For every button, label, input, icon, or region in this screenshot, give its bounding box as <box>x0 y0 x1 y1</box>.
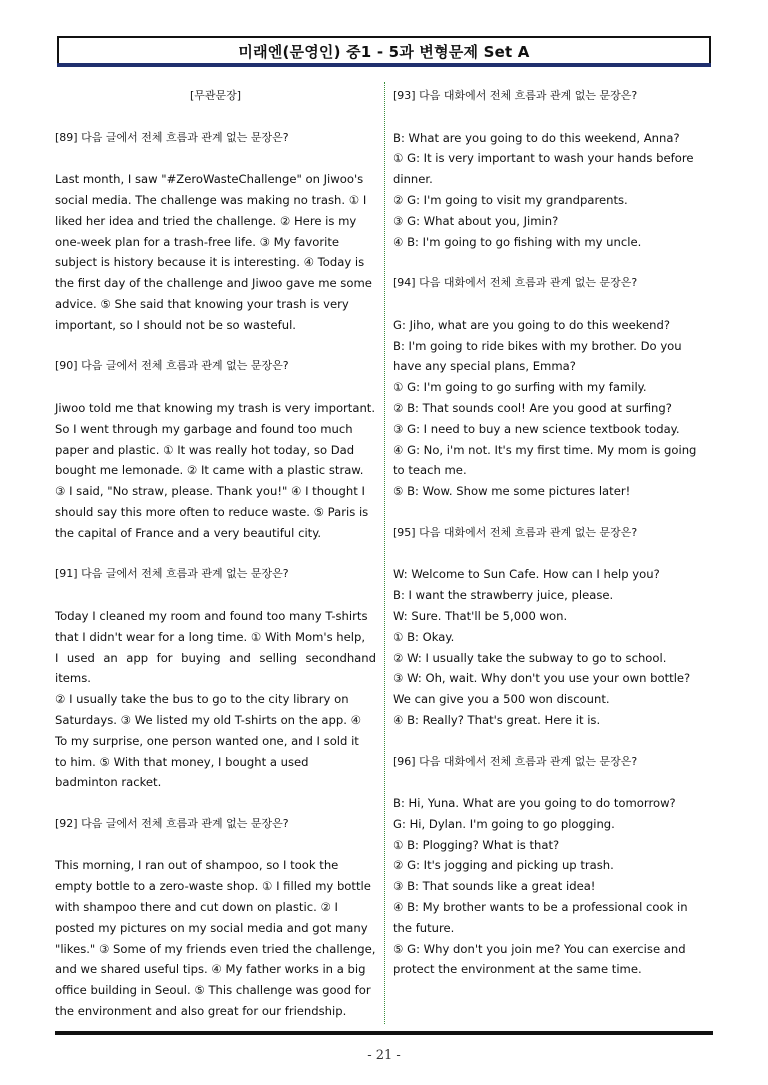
question-94-dialogue <box>393 315 714 502</box>
dialogue-line: ① G: I'm going to go surfing with my family. <box>393 380 647 395</box>
dialogue-line: W: Sure. That'll be 5,000 won. <box>393 608 568 623</box>
dialogue-line: B: What are you going to do this weekend, Anna? <box>393 130 680 145</box>
question-89-passage <box>55 169 376 335</box>
question-90-prompt: [90] 다음 글에서 전체 흐름과 관계 없는 문장은? <box>55 359 289 373</box>
passage-line: ② I usually take the bus to go to the city library on <box>55 692 349 707</box>
dialogue-line: the future. <box>393 920 455 935</box>
passage-line: liked her idea and tried the challenge. ② Here is my <box>55 213 357 228</box>
dialogue-line: ③ G: I need to buy a new science textbook today. <box>393 421 680 436</box>
passage-line: posted my pictures on my social media and got many <box>55 920 368 935</box>
dialogue-line: ④ G: No, i'm not. It's my first time. My mom is going <box>393 442 697 457</box>
passage-line: Last month, I saw "#ZeroWasteChallenge" on Jiwoo's <box>55 172 364 187</box>
dialogue-line: ① B: Plogging? What is that? <box>393 837 560 852</box>
passage-line: the capital of France and a very beautiful city. <box>55 525 322 540</box>
passage-line: paper and plastic. ① It was really hot today, so Dad <box>55 442 355 457</box>
dialogue-line: W: Welcome to Sun Cafe. How can I help you? <box>393 567 660 582</box>
left-column <box>55 86 376 1022</box>
dialogue-line: ⑤ B: Wow. Show me some pictures later! <box>393 484 631 499</box>
section-label: [무관문장] <box>189 89 242 102</box>
dialogue-line: ④ B: My brother wants to be a professional cook in <box>393 900 688 915</box>
passage-line: advice. ⑤ She said that knowing your trash is very <box>55 296 349 311</box>
page-title <box>57 36 711 64</box>
right-column <box>393 86 714 980</box>
page-number: - 21 - <box>367 1048 401 1063</box>
passage-line: important, so I should not be so wasteful. <box>55 317 296 332</box>
dialogue-line: ② G: I'm going to visit my grandparents. <box>393 192 628 207</box>
question-89-prompt: [89] 다음 글에서 전체 흐름과 관계 없는 문장은? <box>55 130 289 144</box>
question-91-prompt: [91] 다음 글에서 전체 흐름과 관계 없는 문장은? <box>55 567 289 581</box>
question-93-prompt: [93] 다음 대화에서 전체 흐름과 관계 없는 문장은? <box>393 89 638 102</box>
question-91-passage <box>55 606 376 793</box>
passage-line: the environment and also great for our friendship. <box>55 1004 347 1019</box>
passage-line: with shampoo there and cut down on plastic. ② I <box>55 900 338 915</box>
question-94-prompt: [94] 다음 대화에서 전체 흐름과 관계 없는 문장은? <box>393 276 638 290</box>
passage-line: one-week plan for a trash-free life. ③ My favorite <box>55 234 340 249</box>
passage-line: that I didn't wear for a long time. ① With Mom's help, <box>55 629 366 644</box>
dialogue-line: ② B: That sounds cool! Are you good at surfing? <box>393 400 672 415</box>
dialogue-line: ③ G: What about you, Jimin? <box>393 213 559 228</box>
passage-line: the first day of the challenge and Jiwoo gave me some <box>55 276 372 291</box>
question-96-prompt: [96] 다음 대화에서 전체 흐름과 관계 없는 문장은? <box>393 754 638 768</box>
dialogue-line: We can give you a 500 won discount. <box>393 692 610 707</box>
passage-line: social media. The challenge was making no trash. ① I <box>55 192 367 207</box>
dialogue-line: dinner. <box>393 172 433 187</box>
question-92-passage <box>55 855 376 1021</box>
dialogue-line: ② G: It's jogging and picking up trash. <box>393 858 614 873</box>
passage-line: I used an app for buying and selling secondhand items. <box>55 650 376 686</box>
passage-line: This morning, I ran out of shampoo, so I took the <box>55 858 339 873</box>
question-93-dialogue <box>393 128 714 253</box>
passage-line: badminton racket. <box>55 775 162 790</box>
dialogue-line: G: Hi, Dylan. I'm going to go plogging. <box>393 816 615 831</box>
passage-line: to him. ⑤ With that money, I bought a used <box>55 754 309 769</box>
passage-line: empty bottle to a zero-waste shop. ① I filled my bottle <box>55 879 371 894</box>
column-divider <box>384 82 385 1024</box>
dialogue-line: to teach me. <box>393 463 467 478</box>
footer-rule <box>55 1031 713 1035</box>
page-title-text: 미래엔(문영인) 중1 - 5과 변형문제 Set A <box>238 42 530 61</box>
passage-line: Saturdays. ③ We listed my old T-shirts on the app. ④ <box>55 712 362 727</box>
passage-line: should say this more often to reduce waste. ⑤ Paris is <box>55 504 369 519</box>
dialogue-line: B: I want the strawberry juice, please. <box>393 588 614 603</box>
dialogue-line: have any special plans, Emma? <box>393 359 576 374</box>
passage-line: ③ I said, "No straw, please. Thank you!" ④ I thought I <box>55 484 365 499</box>
dialogue-line: ① G: It is very important to wash your hands before <box>393 151 694 166</box>
dialogue-line: ③ W: Oh, wait. Why don't you use your own bottle? <box>393 671 691 686</box>
dialogue-line: G: Jiho, what are you going to do this weekend? <box>393 317 671 332</box>
dialogue-line: B: Hi, Yuna. What are you going to do tomorrow? <box>393 796 676 811</box>
passage-line: office building in Seoul. ⑤ This challenge was good for <box>55 983 371 998</box>
dialogue-line: ④ B: Really? That's great. Here it is. <box>393 712 601 727</box>
passage-line: To my surprise, one person wanted one, and I sold it <box>55 733 359 748</box>
passage-line: Today I cleaned my room and found too many T-shirts <box>55 608 368 623</box>
passage-line: "likes." ③ Some of my friends even tried the challenge, <box>55 941 376 956</box>
passage-line: Jiwoo told me that knowing my trash is very important. <box>55 400 376 415</box>
title-underline <box>57 63 711 67</box>
passage-line: So I went through my garbage and found too much <box>55 421 353 436</box>
question-92-prompt: [92] 다음 글에서 전체 흐름과 관계 없는 문장은? <box>55 816 289 830</box>
dialogue-line: ① B: Okay. <box>393 629 455 644</box>
dialogue-line: ⑤ G: Why don't you join me? You can exercise and <box>393 941 686 956</box>
question-96-dialogue <box>393 793 714 980</box>
question-95-dialogue <box>393 564 714 730</box>
dialogue-line: protect the environment at the same time. <box>393 962 642 977</box>
passage-line: and we shared useful tips. ④ My father works in a big <box>55 962 366 977</box>
dialogue-line: ④ B: I'm going to go fishing with my uncle. <box>393 234 642 249</box>
question-95-prompt: [95] 다음 대화에서 전체 흐름과 관계 없는 문장은? <box>393 525 638 539</box>
passage-line: bought me lemonade. ② It came with a plastic straw. <box>55 463 364 478</box>
dialogue-line: ③ B: That sounds like a great idea! <box>393 879 596 894</box>
dialogue-line: ② W: I usually take the subway to go to school. <box>393 650 667 665</box>
question-90-passage <box>55 398 376 544</box>
dialogue-line: B: I'm going to ride bikes with my brother. Do you <box>393 338 682 353</box>
passage-line: subject is history because it is interesting. ④ Today is <box>55 255 365 270</box>
